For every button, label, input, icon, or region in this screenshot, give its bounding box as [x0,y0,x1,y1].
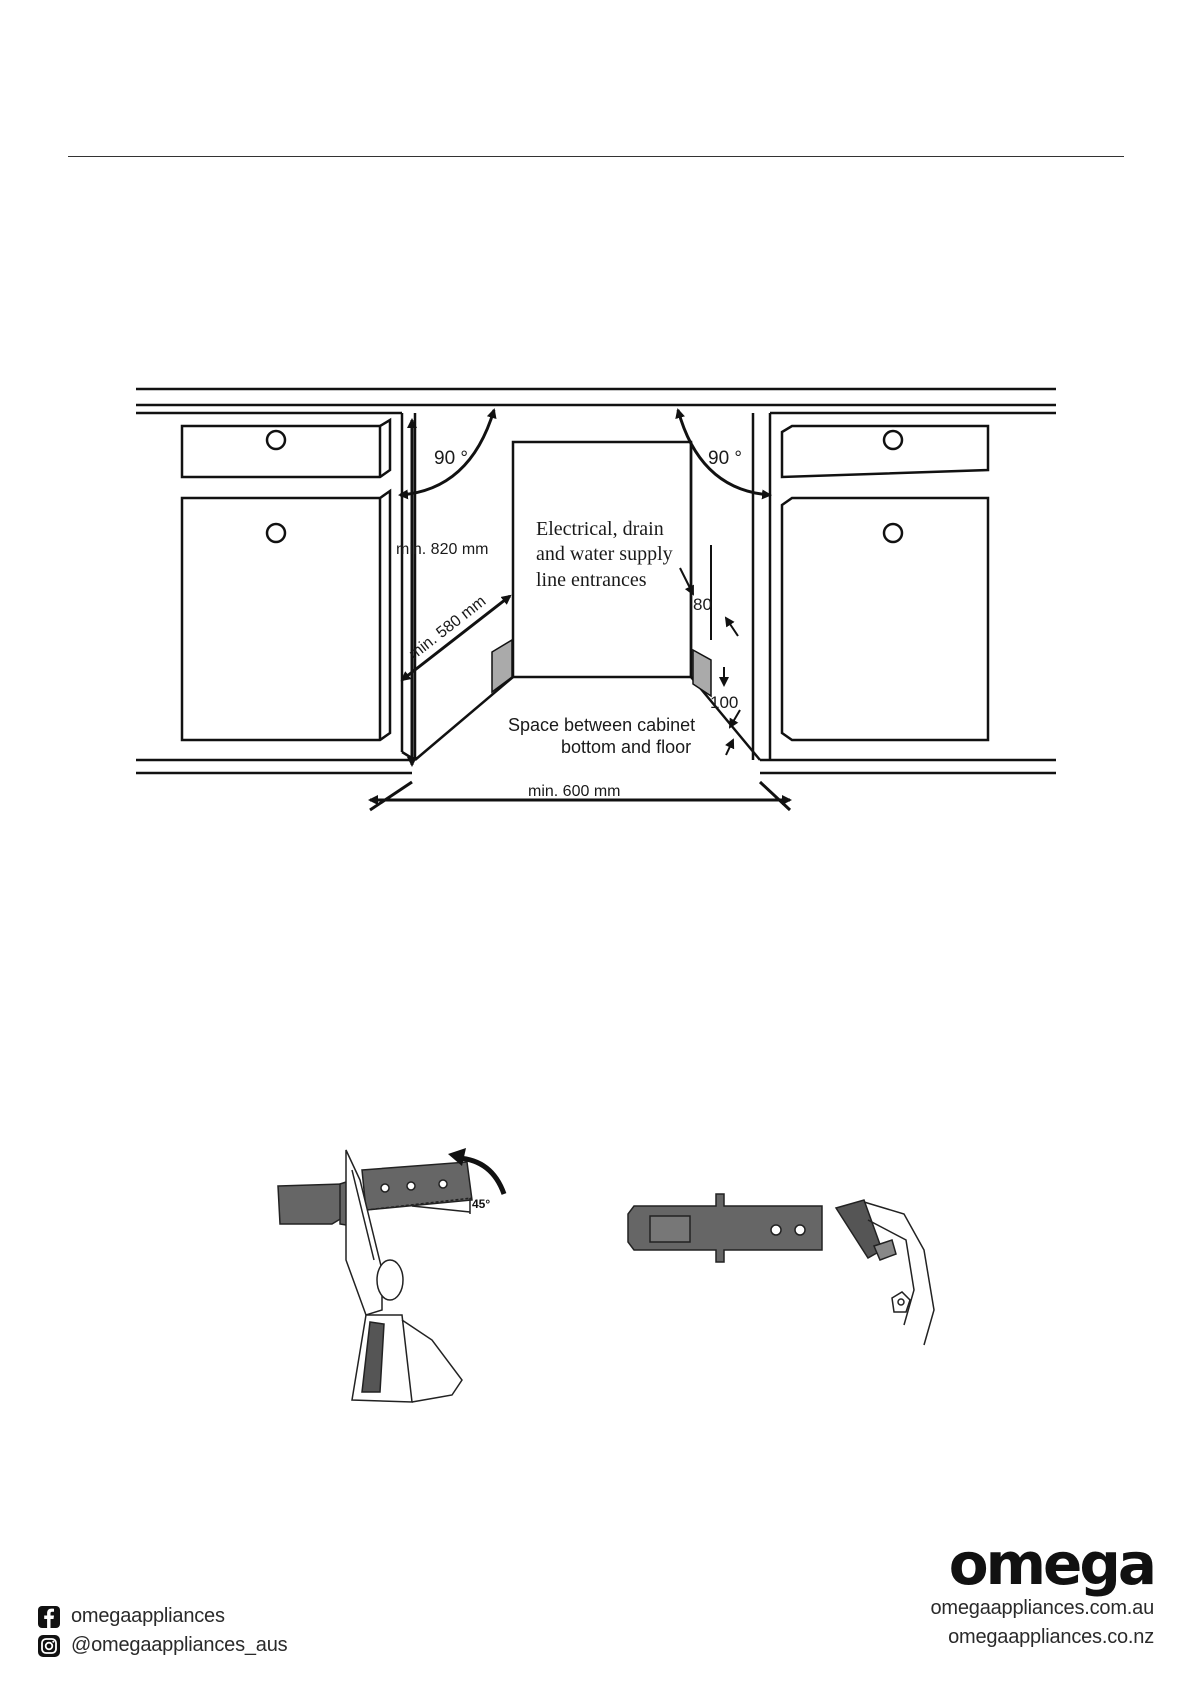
min-depth-label: min. 580 mm [405,592,490,664]
dimension-100-label: 100 [710,693,739,712]
entrances-line-3: line entrances [536,569,647,591]
instagram-icon [38,1635,60,1657]
website-au-link[interactable]: omegaappliances.com.au [930,1597,1154,1619]
bracket-cut-figure [624,1180,954,1350]
space-line-1: Space between cabinet [508,715,696,735]
facebook-handle: omegaappliances [71,1605,225,1627]
website-nz-link[interactable]: omegaappliances.co.nz [948,1626,1154,1648]
omega-logo: omega [948,1530,1154,1598]
instagram-link[interactable] [38,1631,287,1660]
min-height-label: min. 820 mm [396,541,489,558]
entrances-line-2: and water supply [536,543,673,565]
bend-angle-label: 45° [472,1197,491,1211]
social-links [38,1602,287,1660]
entrances-line-1: Electrical, drain [536,518,664,540]
dimension-80-label: 80 [693,595,712,614]
min-width-label: min. 600 mm [528,783,621,800]
angle-right-label: 90 ° [708,448,743,469]
angle-left-label: 90 ° [434,448,469,469]
cabinet-installation-diagram [0,0,1192,830]
bracket-bend-figure [262,1140,522,1410]
space-line-2: bottom and floor [561,737,692,757]
facebook-icon [38,1606,60,1628]
instagram-handle: @omegaappliances_aus [71,1634,288,1656]
facebook-link[interactable] [38,1602,287,1631]
brand-block [930,1530,1154,1652]
